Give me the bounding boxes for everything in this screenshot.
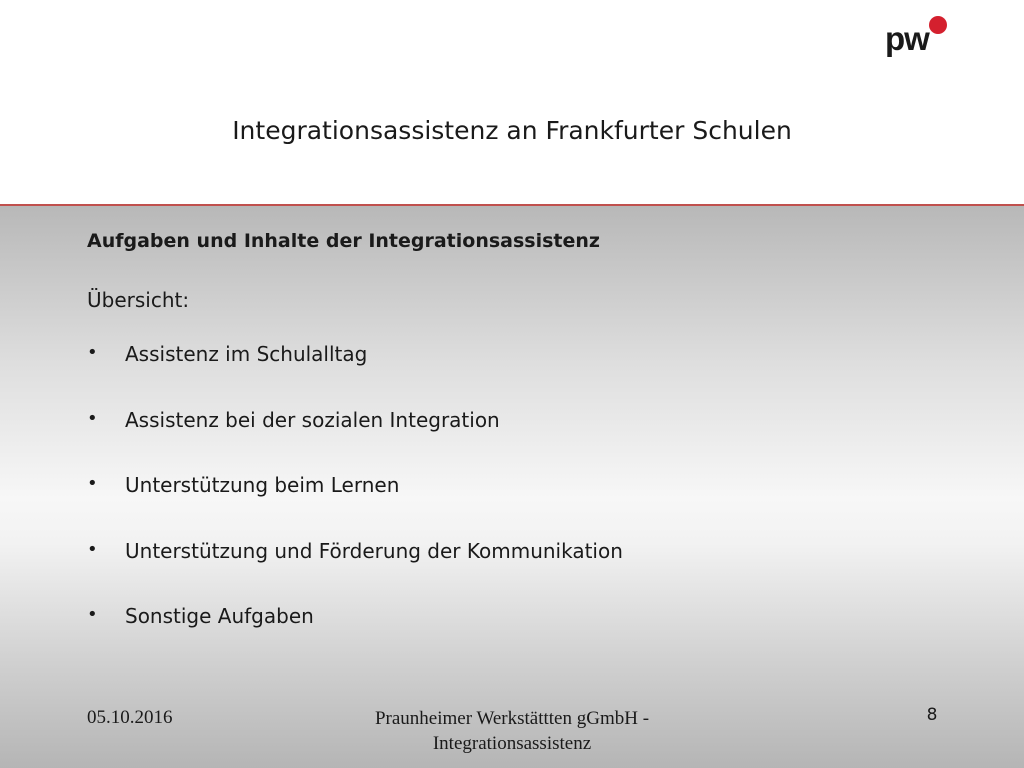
bullet-icon: • bbox=[87, 538, 98, 560]
slide-header bbox=[0, 0, 1024, 205]
footer-date: 05.10.2016 bbox=[87, 707, 173, 728]
bullet-text: Assistenz bei der sozialen Integration bbox=[125, 407, 500, 432]
page-number: 8 bbox=[926, 705, 938, 725]
bullet-icon: • bbox=[87, 342, 98, 363]
bullet-text: Unterstützung beim Lernen bbox=[125, 473, 400, 497]
section-heading: Aufgaben und Inhalte der Integrationsassistenz bbox=[87, 230, 600, 252]
logo-dot-icon bbox=[929, 16, 947, 34]
slide-title: Integrationsassistenz an Frankfurter Schulen bbox=[232, 116, 792, 145]
bullet-icon: • bbox=[87, 473, 98, 494]
overview-label: Übersicht: bbox=[87, 288, 190, 312]
bullet-text: Sonstige Aufgaben bbox=[125, 604, 314, 628]
bullet-icon: • bbox=[87, 407, 98, 429]
footer-org-line2: Integrationsassistenz bbox=[432, 732, 592, 754]
bullet-text: Unterstützung und Förderung der Kommunikation bbox=[125, 538, 623, 563]
footer-org-line1: Praunheimer Werkstättten gGmbH - bbox=[374, 708, 650, 729]
pw-logo bbox=[885, 14, 955, 58]
bullet-text: Assistenz im Schulalltag bbox=[125, 342, 368, 366]
footer-organization bbox=[352, 707, 672, 756]
slide-content bbox=[0, 206, 1024, 768]
bullet-icon: • bbox=[87, 604, 98, 625]
logo-text: pw bbox=[885, 20, 929, 57]
